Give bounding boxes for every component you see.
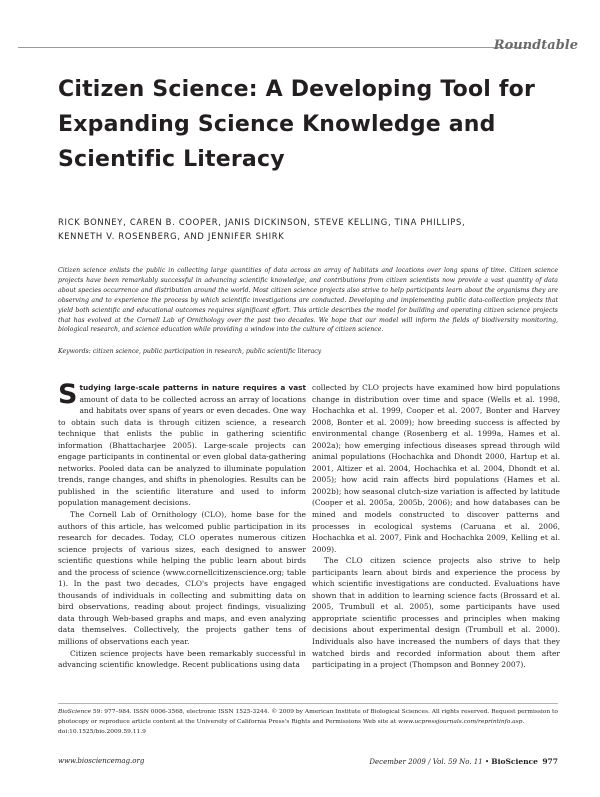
page-number: 977	[542, 757, 558, 766]
body-paragraph: The Cornell Lab of Ornithology (CLO), home base for the authors of this article, has welcomed public participation in its research for decades. Today, CLO operates numerous citizen science projects of various sizes, each designed to answer scientific questions while helping the public learn about birds and the process of science (www.cornellcitizenscience.org; table 1). In the past two decades, CLO's projects have engaged thousands of individuals in collecting and submitting data on bird observations, reading about project findings, visualizing data through Web-based graphs and maps, and even analyzing data themselves. Collectively, the projects gather tens of millions of observations each year.	[58, 510, 306, 647]
footnote-rule	[58, 703, 558, 704]
body-paragraph: collected by CLO projects have examined how bird populations change in distribution over time and space (Wells et al. 1998, Hochachka et al. 1999, Cooper et al. 2007, Bonter and Harvey 2008, Bonter et al. 2009); how breeding success is affected by environmental change (Rosenberg et al. 1999a, Hames et al. 2002a); how emerging infectious diseases spread through wild animal populations (Hochachka and Dhondt 2000, Hartup et al. 2001, Altizer et al. 2004, Hochachka et al. 2004, Dhondt et al. 2005); how acid rain affects bird populations (Hames et al. 2002b); how seasonal clutch-size variation is affected by latitude (Cooper et al. 2005a, 2005b, 2006); and how databases can be mined and models constructed to discover patterns and processes in ecological systems (Caruana et al. 2006, Hochachka et al. 2007, Fink and Hochachka 2009, Kelling et al. 2009).	[312, 383, 560, 554]
header-rule	[18, 47, 530, 48]
footer-journal: BioScience	[491, 757, 538, 766]
body-paragraph	[58, 379, 306, 509]
footnote-text: 59: 977–984. ISSN 0006-3568, electronic ISSN 1525-3244. © 2009 by American Institute of Biological Sciences. All rights reserved. Request permission to photocopy or reproduce article content at the University of California Press's Rights and Permissions Web site at	[58, 709, 558, 725]
body-paragraph: Citizen science projects have been remarkably successful in advancing scientific knowledge. Recent publications using data	[58, 648, 306, 670]
author-list	[58, 215, 558, 243]
footnote-url[interactable]: www.ucpressjournals.com/reprintinfo.asp	[398, 719, 523, 725]
footnote-doi: . doi:10.1525/bio.2009.59.11.9	[58, 719, 525, 735]
footnote	[58, 707, 558, 737]
abstract: Citizen science enlists the public in collecting large quantities of data across an array of habitats and locations over long spans of time. Citizen science projects have been remarkably successful in advancing scientific knowledge, and contributions from citizen scientists now provide a vast quantity of data about species occurrence and distribution around the world. Most citizen science projects also strive to help participants learn about the organisms they are observing and to experience the process by which scientific investigations are conducted. Developing and implementing public data-collection projects that yield both scientific and educational outcomes requires significant effort. This article describes the model for building and operating citizen science projects that has evolved at the Cornell Lab of Ornithology over the past two decades. We hope that our model will inform the fields of biodiversity monitoring, biological research, and science education while providing a window into the culture of citizen science.	[58, 267, 558, 334]
article-title: Citizen Science: A Developing Tool for Expanding Science Knowledge and Scientific Literacy	[58, 77, 536, 172]
section-label: Roundtable	[493, 38, 578, 53]
body-paragraph: The CLO citizen science projects also strive to help participants learn about birds and experience the process by which scientific investigations are conducted. Evaluations have shown that in addition to learning science facts (Brossard et al. 2005, Trumbull et al. 2005), some participants have used appropriate scientific processes and principles when making decisions about experimental design (Trumbull et al. 2000). Individuals also have increased the numbers of days that they watched birds and recorded information about them after participating in a project (Thompson and Bonney 2007).	[312, 556, 560, 670]
keywords: Keywords: citizen science, public participation in research, public scientific literacy	[58, 348, 322, 355]
footnote-journal: BioScience	[58, 709, 92, 715]
page-footer	[58, 757, 558, 769]
paragraph-text: amount of data to be collected across an array of locations and habitats over spans of years or even decades. One way to obtain such data is through citizen science, a research technique that enlists the public in gathering scientific information (Bhattacharjee 2005). Large-scale projects can engage participants in continental or even global data-gathering networks. Pooled data can be analyzed to illuminate population trends, range changes, and shifts in phenologies. Results can be published in the scientific literature and used to inform population management decisions.	[58, 394, 306, 508]
footer-date: December 2009 / Vol. 59 No. 11 •	[369, 758, 492, 766]
author-line: KENNETH V. ROSENBERG, AND JENNIFER SHIRK	[58, 231, 285, 241]
author-line: RICK BONNEY, CAREN B. COOPER, JANIS DICKINSON, STEVE KELLING, TINA PHILLIPS,	[58, 217, 466, 227]
left-column	[58, 379, 306, 671]
footer-website[interactable]: www.biosciencemag.org	[58, 757, 145, 765]
lead-in-text: tudying large-scale patterns in nature requires a vast	[79, 383, 306, 392]
right-column	[312, 382, 560, 671]
drop-cap: S	[58, 379, 78, 410]
footer-issue	[369, 757, 558, 766]
